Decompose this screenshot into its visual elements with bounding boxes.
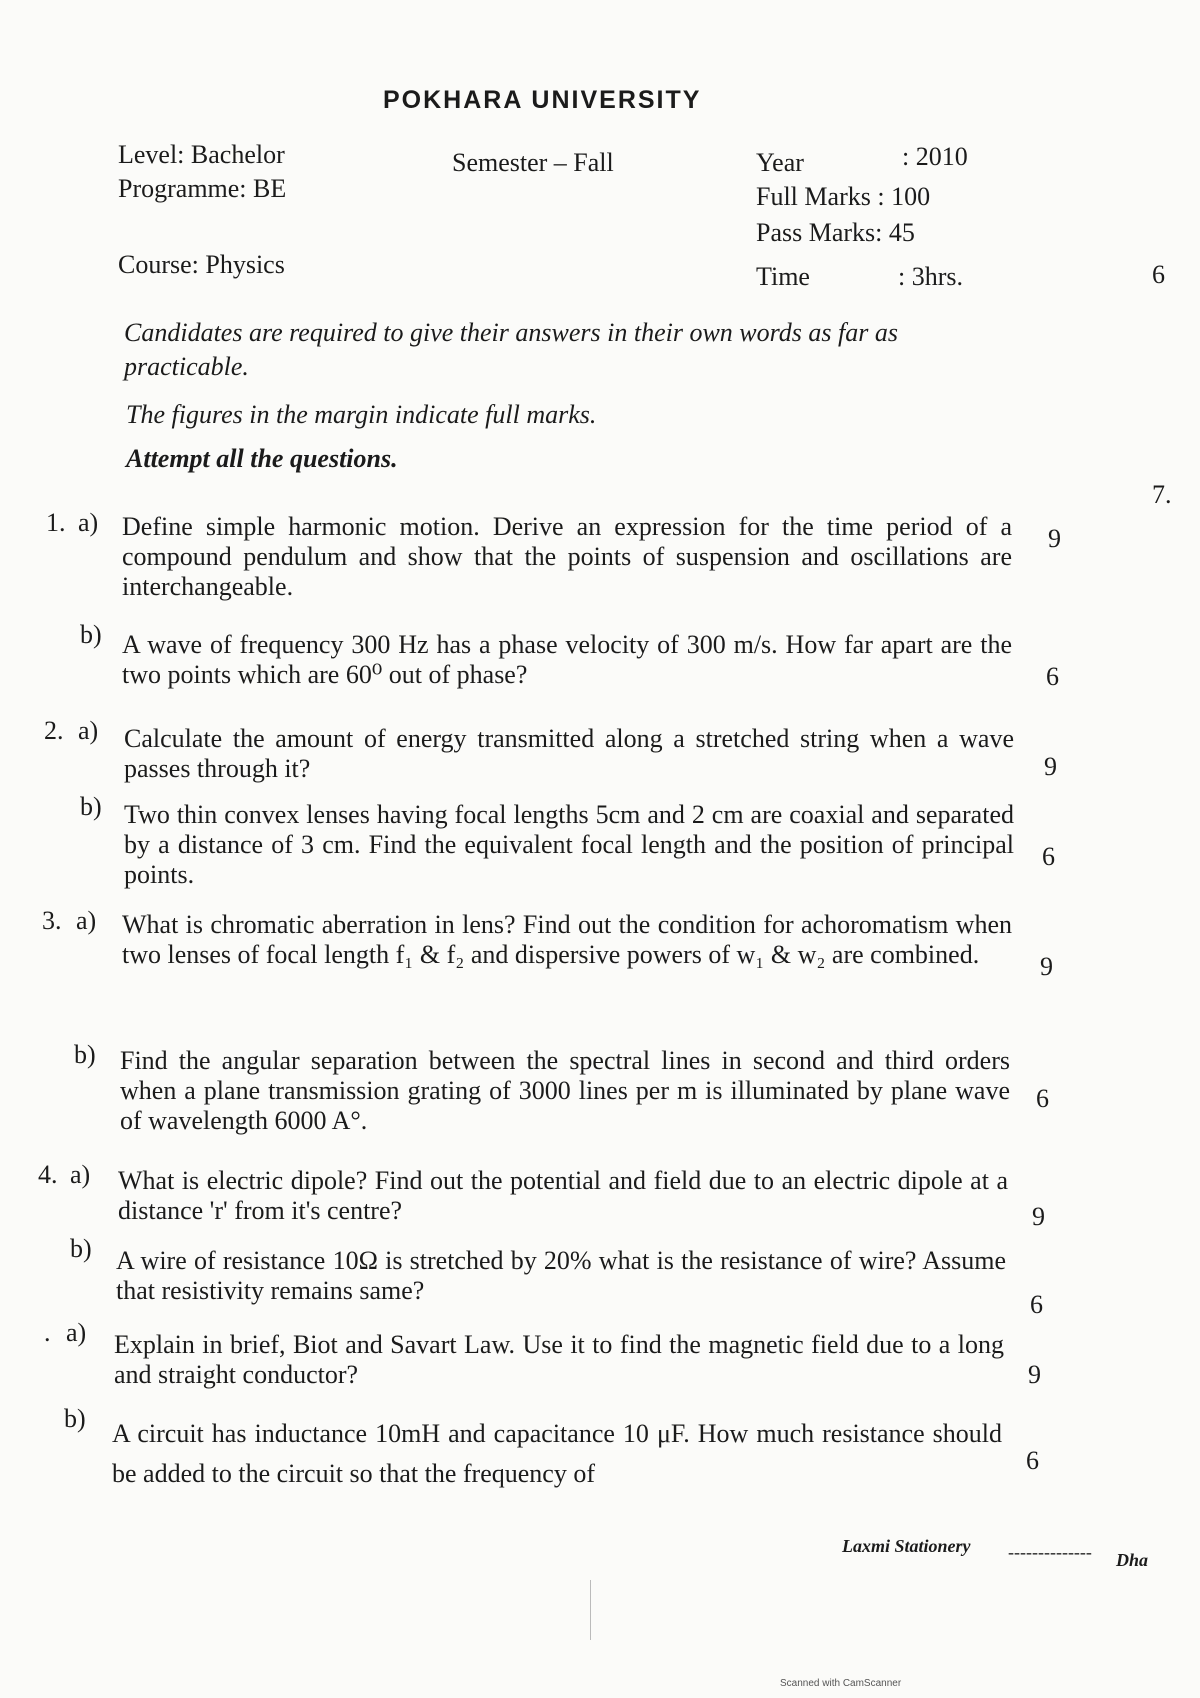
university-title: POKHARA UNIVERSITY: [383, 86, 702, 114]
semester-label: Semester – Fall: [452, 148, 614, 177]
instruction-3: Attempt all the questions.: [126, 444, 398, 473]
question-number: 3.: [42, 906, 62, 935]
question-marks: 6: [1030, 1290, 1043, 1319]
question-part: b): [64, 1404, 86, 1433]
question-number: .: [44, 1318, 51, 1347]
stationery-tail: Dha: [1116, 1550, 1149, 1570]
question-marks: 6: [1036, 1084, 1049, 1113]
year-value: : 2010: [902, 142, 968, 171]
programme-label: Programme: BE: [118, 174, 287, 203]
year-label: Year: [756, 148, 804, 177]
scanner-watermark: Scanned with CamScanner: [780, 1678, 902, 1689]
edge-mark-top: 6: [1152, 260, 1165, 289]
pass-marks: Pass Marks: 45: [756, 218, 915, 247]
question-text: A circuit has inductance 10mH and capacitance 10 μF. How much resistance should be added to the circuit so that the frequency of: [112, 1419, 1002, 1488]
question-marks: 6: [1026, 1446, 1039, 1475]
question-text: A wave of frequency 300 Hz has a phase velocity of 300 m/s. How far apart are the two points which are 60⁰ out of phase?: [122, 630, 1012, 689]
question-text: Define simple harmonic motion. Derive an expression for the time period of a compound pendulum and show that the points of suspension and oscillations are interchangeable.: [122, 512, 1012, 601]
question-text: What is electric dipole? Find out the potential and field due to an electric dipole at a distance 'r' from it's centre?: [118, 1166, 1008, 1225]
question-marks: 9: [1040, 952, 1053, 981]
stationery-dash: --------------: [1008, 1542, 1092, 1562]
instruction-1: Candidates are required to give their answers in their own words as far as practicable.: [124, 318, 898, 381]
question-text: What is chromatic aberration in lens? Find out the condition for achoromatism when two lenses of focal length f₁ & f₂ and dispersive powers of w₁ & w₂ are combined.: [122, 910, 1012, 969]
full-marks: Full Marks : 100: [756, 182, 931, 211]
question-text: Calculate the amount of energy transmitted along a stretched string when a wave passes through it?: [124, 724, 1014, 783]
question-number: 4.: [38, 1160, 58, 1189]
question-marks: 9: [1028, 1360, 1041, 1389]
question-marks: 6: [1046, 662, 1059, 691]
question-part: a): [78, 716, 99, 745]
question-marks: 9: [1032, 1202, 1045, 1231]
question-number: 1.: [46, 508, 66, 537]
question-marks: 9: [1048, 524, 1061, 553]
time-value: : 3hrs.: [898, 262, 963, 291]
question-part: b): [74, 1040, 96, 1069]
question-part: a): [76, 906, 97, 935]
question-text: A wire of resistance 10Ω is stretched by 20% what is the resistance of wire? Assume that resistivity remains same?: [116, 1246, 1006, 1305]
question-marks: 6: [1042, 842, 1055, 871]
level-label: Level: Bachelor: [118, 140, 285, 169]
question-part: b): [80, 792, 102, 821]
stationery-stamp: Laxmi Stationery: [842, 1536, 971, 1556]
question-part: a): [78, 508, 99, 537]
question-part: a): [70, 1160, 91, 1189]
question-number: 2.: [44, 716, 64, 745]
course-label: Course: Physics: [118, 250, 285, 279]
instruction-2: The figures in the margin indicate full marks.: [126, 400, 597, 429]
time-label: Time: [756, 262, 810, 291]
question-part: a): [66, 1318, 87, 1347]
question-text: Explain in brief, Biot and Savart Law. Use it to find the magnetic field due to a long and straight conductor?: [114, 1330, 1004, 1389]
question-part: b): [80, 620, 102, 649]
question-marks: 9: [1044, 752, 1057, 781]
question-text: Find the angular separation between the spectral lines in second and third orders when a plane transmission grating of 3000 lines per m is illuminated by plane wave of wavelength 6000 A°.: [120, 1046, 1010, 1135]
question-text: Two thin convex lenses having focal lengths 5cm and 2 cm are coaxial and separated by a distance of 3 cm. Find the equivalent focal length and the position of principal points.: [124, 800, 1014, 889]
binding-line: [590, 1580, 591, 1640]
question-part: b): [70, 1234, 92, 1263]
edge-mark-mid: 7.: [1152, 480, 1172, 509]
